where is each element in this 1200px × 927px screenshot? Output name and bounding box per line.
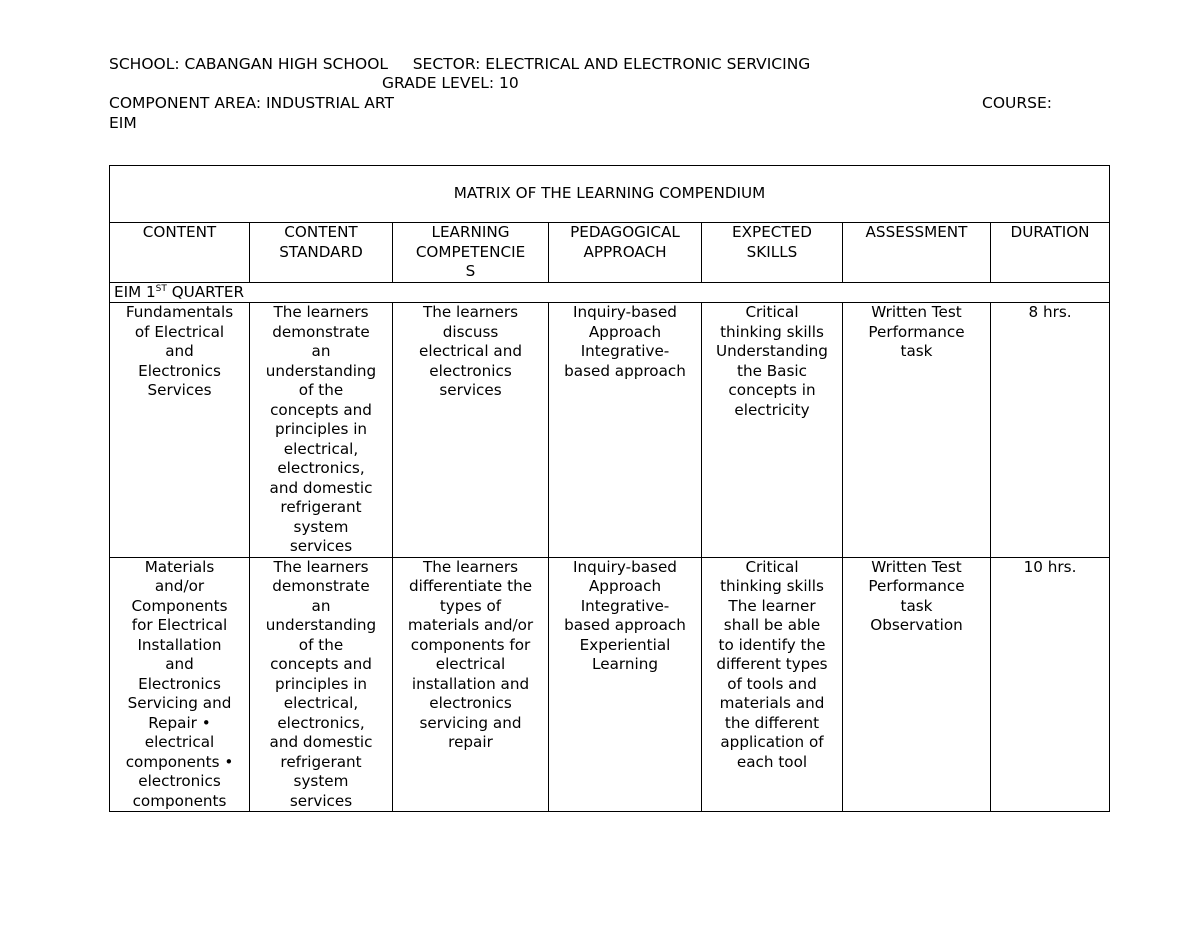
cell-line: repair	[448, 733, 493, 751]
cell-line: understanding	[265, 361, 377, 380]
cell-line: system	[293, 517, 349, 536]
cell-line: of the	[298, 635, 344, 654]
cell-line: differentiate the	[408, 577, 533, 595]
col-header-learning-competencies	[393, 223, 549, 283]
cell-line: Electronics	[138, 361, 221, 380]
cell-line: services	[289, 537, 353, 555]
quarter-sup: ST	[155, 283, 167, 294]
cell-line: APPROACH	[583, 242, 667, 261]
col-header-duration	[991, 223, 1110, 283]
header-grade-level: GRADE LEVEL: 10	[382, 74, 519, 92]
cell-expected-skills	[702, 303, 843, 558]
cell-line: task	[900, 342, 933, 360]
cell-content-standard	[250, 557, 393, 812]
cell-line: and	[165, 655, 194, 673]
cell-line: and domestic	[269, 478, 373, 497]
cell-line: Understanding	[716, 342, 828, 360]
cell-line: and	[165, 342, 194, 360]
cell-line: electronics	[138, 772, 221, 790]
learning-compendium-matrix	[109, 165, 1110, 812]
cell-pedagogical-approach	[549, 303, 702, 558]
cell-line: shall be able	[723, 616, 821, 634]
cell-line: S	[465, 262, 476, 280]
cell-line: electrical	[144, 733, 215, 751]
cell-line: an	[311, 596, 331, 615]
cell-line: The learner	[728, 596, 816, 615]
cell-line: components •	[125, 752, 234, 771]
cell-line: Integrative-	[580, 596, 670, 615]
cell-line: Services	[147, 381, 212, 399]
cell-line: components for	[410, 635, 531, 654]
cell-line: electrical,	[283, 694, 359, 712]
cell-line: electrical,	[283, 439, 359, 458]
cell-line: CONTENT	[142, 223, 217, 241]
cell-line: Performance	[868, 322, 965, 341]
col-header-content-standard	[250, 223, 393, 283]
cell-line: PEDAGOGICAL	[570, 223, 680, 241]
cell-line: concepts and	[270, 400, 372, 419]
cell-line: STANDARD	[279, 242, 363, 261]
cell-line: principles in	[274, 420, 368, 438]
cell-duration: 8 hrs.	[991, 303, 1110, 558]
cell-line: based approach	[564, 361, 686, 380]
cell-line: principles in	[274, 674, 368, 693]
cell-line: concepts and	[270, 655, 372, 673]
cell-line: and/or	[154, 577, 205, 595]
header-school-sector: SCHOOL: CABANGAN HIGH SCHOOL SECTOR: ELECTRICAL AND ELECTRONIC SERVICING	[109, 55, 811, 73]
cell-line: The learners	[422, 303, 519, 321]
cell-line: SKILLS	[746, 242, 798, 261]
cell-line: of Electrical	[134, 322, 225, 341]
cell-assessment	[843, 303, 991, 558]
cell-learning-competencies	[393, 303, 549, 558]
cell-line: services	[439, 381, 502, 399]
cell-line: electronics	[429, 694, 512, 712]
cell-line: of the	[298, 381, 344, 399]
cell-line: components	[132, 791, 227, 810]
cell-line: CONTENT	[284, 223, 358, 241]
cell-content	[110, 303, 250, 558]
cell-line: Servicing and	[127, 694, 232, 712]
cell-line: Integrative-	[580, 342, 670, 360]
cell-content-standard	[250, 303, 393, 558]
cell-line: electronics,	[277, 713, 365, 732]
cell-content	[110, 557, 250, 812]
quarter-label	[110, 282, 1110, 303]
cell-line: Materials	[144, 557, 215, 576]
col-header-content	[110, 223, 250, 283]
cell-line: Installation	[137, 635, 222, 654]
cell-line: Learning	[592, 655, 658, 673]
cell-line: system	[293, 772, 349, 790]
cell-line: and domestic	[269, 733, 373, 751]
cell-line: servicing and	[419, 713, 522, 732]
cell-line: Critical	[745, 557, 799, 576]
cell-line: The learners	[422, 557, 519, 576]
cell-line: refrigerant	[280, 752, 362, 771]
cell-line: the Basic	[737, 361, 807, 380]
cell-line: understanding	[265, 616, 377, 634]
cell-line: ASSESSMENT	[865, 223, 968, 241]
cell-line: for Electrical	[131, 616, 228, 634]
table-row	[110, 303, 1110, 558]
cell-line: thinking skills	[720, 322, 824, 341]
cell-line: different types	[716, 655, 828, 673]
cell-line: electronics,	[277, 459, 365, 477]
cell-line: The learners	[273, 557, 369, 576]
cell-line: thinking skills	[720, 577, 824, 595]
cell-line: Written Test	[871, 303, 962, 321]
cell-line: DURATION	[1010, 223, 1090, 241]
cell-line: task	[900, 596, 933, 615]
cell-line: Critical	[745, 303, 799, 321]
cell-line: application of	[720, 733, 824, 751]
cell-line: EXPECTED	[732, 223, 812, 241]
cell-line: based approach	[564, 616, 686, 634]
matrix-title: MATRIX OF THE LEARNING COMPENDIUM	[110, 166, 1110, 223]
cell-line: an	[311, 342, 331, 360]
cell-line: Inquiry-based	[573, 303, 677, 321]
cell-duration: 10 hrs.	[991, 557, 1110, 812]
cell-line: materials and	[719, 694, 825, 712]
cell-line: demonstrate	[272, 322, 370, 341]
cell-line: Observation	[870, 616, 963, 634]
cell-line: demonstrate	[272, 577, 370, 595]
cell-line: to identify the	[718, 635, 826, 654]
cell-line: Inquiry-based	[573, 557, 677, 576]
cell-line: Written Test	[871, 557, 962, 576]
cell-line: Fundamentals	[125, 303, 234, 321]
cell-line: the different	[724, 713, 820, 732]
cell-line: discuss	[442, 322, 499, 341]
cell-line: Approach	[588, 577, 662, 595]
cell-line: COMPETENCIE	[415, 242, 526, 261]
cell-line: Electronics	[138, 674, 221, 693]
cell-line: concepts in	[728, 381, 816, 399]
cell-line: electronics	[429, 361, 512, 380]
cell-line: Approach	[588, 322, 662, 341]
quarter-prefix: EIM 1	[114, 282, 156, 301]
col-header-expected-skills	[702, 223, 843, 283]
cell-line: electrical	[435, 655, 506, 673]
cell-line: refrigerant	[280, 498, 362, 516]
cell-assessment	[843, 557, 991, 812]
cell-line: of tools and	[727, 674, 817, 693]
cell-line: each tool	[736, 752, 808, 771]
quarter-suffix: QUARTER	[166, 282, 245, 301]
header-course-value: EIM	[109, 114, 137, 132]
cell-line: Repair •	[148, 713, 211, 732]
column-header-row	[110, 223, 1110, 283]
cell-line: electrical and	[419, 342, 522, 360]
header-component-area: COMPONENT AREA: INDUSTRIAL ART	[109, 94, 394, 112]
cell-line: electricity	[734, 400, 810, 419]
cell-line: materials and/or	[407, 616, 534, 634]
header-course-label: COURSE:	[982, 94, 1052, 112]
cell-expected-skills	[702, 557, 843, 812]
table-row	[110, 557, 1110, 812]
cell-line: Performance	[868, 577, 965, 595]
cell-line: services	[289, 791, 353, 810]
cell-line: Experiential	[579, 635, 671, 654]
cell-line: types of	[439, 596, 502, 615]
cell-line: The learners	[273, 303, 369, 321]
cell-pedagogical-approach	[549, 557, 702, 812]
cell-line: LEARNING	[431, 223, 510, 241]
col-header-pedagogical-approach	[549, 223, 702, 283]
cell-line: Components	[131, 596, 228, 615]
cell-line: installation and	[411, 674, 530, 693]
cell-learning-competencies	[393, 557, 549, 812]
col-header-assessment	[843, 223, 991, 283]
